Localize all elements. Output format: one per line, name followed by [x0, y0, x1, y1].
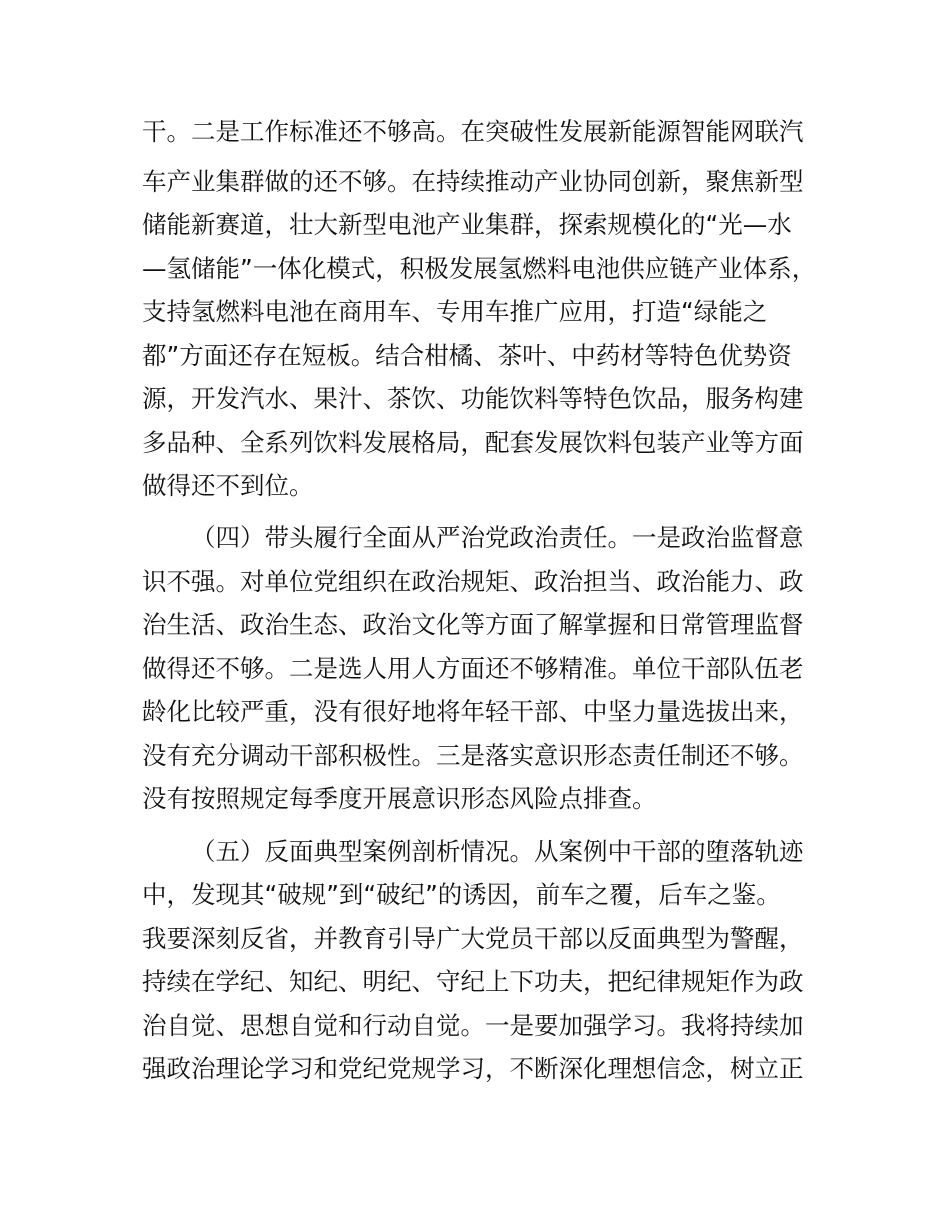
text-line: （五）反面典型案例剖析情况。从案例中干部的堕落轨迹	[191, 837, 804, 866]
text-line: 中，发现其“破规”到“破纪”的诱因，前车之覆，后车之鉴。	[142, 880, 781, 909]
text-line: 都”方面还存在短板。结合柑橘、茶叶、中药材等特色优势资	[142, 341, 792, 370]
text-line: 源，开发汽水、果汁、茶饮、功能饮料等特色饮品，服务构建	[142, 384, 804, 413]
text-line: 没有按照规定每季度开展意识形态风险点排查。	[142, 784, 657, 813]
text-line: 我要深刻反省，并教育引导广大党员干部以反面典型为警醒，	[142, 924, 804, 953]
text-line: 储能新赛道，壮大新型电池产业集群，探索规模化的“光—水	[142, 210, 792, 239]
text-line: （四）带头履行全面从严治党政治责任。一是政治监督意	[191, 523, 804, 552]
text-line: 强政治理论学习和党纪党规学习，不断深化理想信念，树立正	[142, 1054, 804, 1083]
text-line: 做得还不到位。	[142, 471, 314, 500]
text-line: 做得还不够。二是选人用人方面还不够精准。单位干部队伍老	[142, 654, 804, 683]
text-line: 治生活、政治生态、政治文化等方面了解掌握和日常管理监督	[142, 610, 804, 639]
text-line: 持续在学纪、知纪、明纪、守纪上下功夫，把纪律规矩作为政	[142, 967, 804, 996]
text-line: 龄化比较严重，没有很好地将年轻干部、中坚力量选拔出来，	[142, 697, 804, 726]
text-line: 干。二是工作标准还不够高。在突破性发展新能源智能网联汽	[142, 117, 804, 146]
text-line: 支持氢燃料电池在商用车、专用车推广应用，打造“绿能之	[142, 297, 768, 326]
text-line: 车产业集群做的还不够。在持续推动产业协同创新，聚焦新型	[142, 167, 804, 196]
text-line: 治自觉、思想自觉和行动自觉。一是要加强学习。我将持续加	[142, 1011, 804, 1040]
text-line: 识不强。对单位党组织在政治规矩、政治担当、政治能力、政	[142, 567, 804, 596]
text-line: —氢储能”一体化模式，积极发展氢燃料电池供应链产业体系，	[142, 254, 817, 283]
text-line: 没有充分调动干部积极性。三是落实意识形态责任制还不够。	[142, 741, 804, 770]
text-line: 多品种、全系列饮料发展格局，配套发展饮料包装产业等方面	[142, 428, 804, 457]
